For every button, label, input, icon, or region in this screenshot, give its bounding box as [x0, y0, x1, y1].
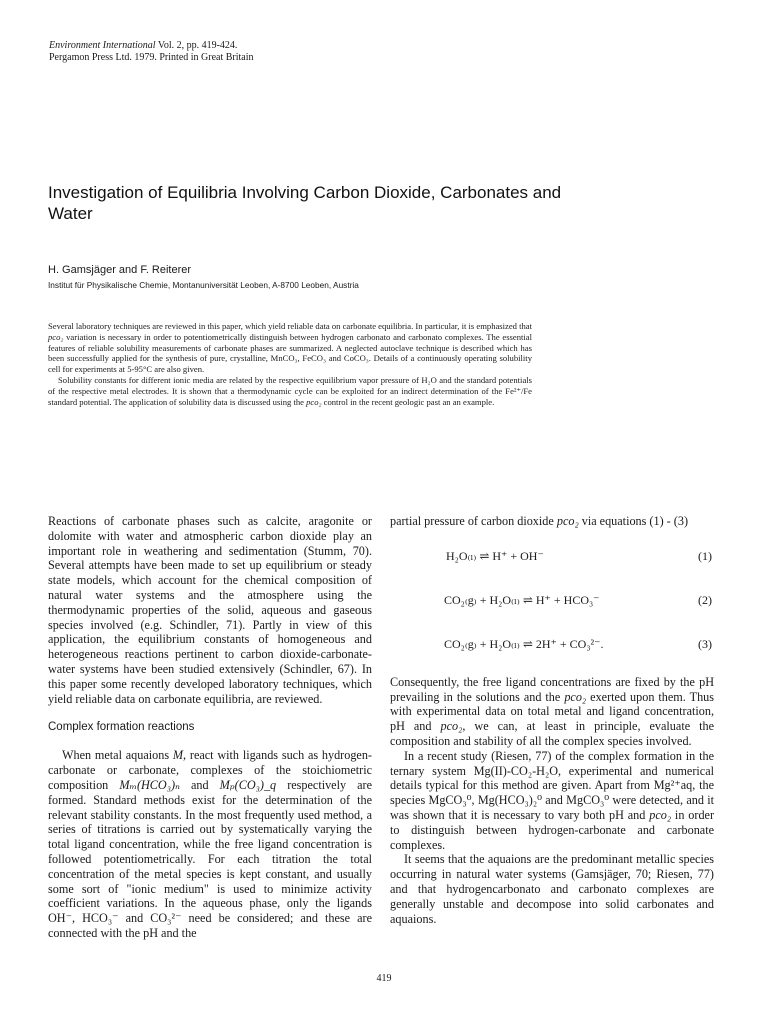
complex-formula: Mₚ(CO₃)_q: [219, 777, 277, 792]
left-column: [48, 514, 372, 941]
equation-text: CO₂₍g₎ + H₂O₍ₗ₎ ⇌ 2H⁺ + CO₃²⁻.: [444, 636, 604, 651]
equation: [390, 535, 714, 579]
journal-volume: Vol. 2, pp. 419-424.: [155, 40, 238, 51]
equation-block: [390, 535, 714, 667]
metal-symbol: M,: [172, 748, 187, 763]
abstract: [48, 321, 532, 407]
complex-formula: Mₘ(HCO₃)ₙ: [119, 777, 180, 792]
pco2-symbol: pco₂: [564, 689, 587, 704]
pco2-symbol: pco₂: [306, 396, 322, 407]
body-paragraph: In a recent study (Riesen, 77) of the complex formation in the ternary system Mg(II)-CO₂-H₂O, experimental and numerical details typical for this method are given. Apart from Mg²⁺aq, the species MgCO₃⁰, Mg(HCO₃)₂⁰ and MgCO₃⁰ were detected, and it was shown that it is necessary to vary both pH and pco₂ in order to distinguish between hydrogen-carbonate and carbonate complexes.: [390, 748, 714, 852]
pco2-symbol: pco₂: [649, 807, 672, 822]
article-title: Investigation of Equilibria Involving Carbon Dioxide, Carbonates and Water: [48, 183, 562, 223]
body-paragraph: When metal aquaions M, react with ligands such as hydrogen-carbonate or carbonate, complexes of the stoichiometric composition Mₘ(HCO₃)ₙ and Mₚ(CO₃)_q respectively are formed. Standard methods exist for the determination of the relevant stability constants. In the most frequently used method, a series of titrations is carried out by systematically varying the total ligand concentration, while the free ligand concentration is followed potentiometrically. For each titration the total concentration of the metal species is kept constant, and usually some sort of "ionic medium" is used to minimize activity coefficient variations. In the aqueous phase, only the ligands OH⁻, HCO₃⁻ and CO₃²⁻ need be considered; and these are connected with the pH and the: [48, 748, 372, 940]
equation-text: CO₂₍g₎ + H₂O₍ₗ₎ ⇌ H⁺ + HCO₃⁻: [444, 592, 600, 607]
publisher-line: Pergamon Press Ltd. 1979. Printed in Great Britain: [49, 52, 254, 63]
equation: [390, 579, 714, 623]
pco2-symbol: pco₂: [48, 331, 64, 342]
abstract-paragraph: Several laboratory techniques are reviewed in this paper, which yield reliable data on carbonate equilibria. In particular, it is emphasized that pco₂ variation is necessary in order to potentiometrically distinguish between hydrogen carbonato and carbonato complexes. The essential features of reliable solubility measurements of carbonate phases are summarized. A neglected autoclave technique is described which has been successfully applied for the synthesis of pure, crystalline, MnCO₃, FeCO₃ and CoCO₃. Details of a continuously operating solubility cell for experiments at 5-95°C are also given.: [48, 321, 532, 375]
affiliation: Institut für Physikalische Chemie, Montanuniversität Leoben, A-8700 Leoben, Austria: [48, 280, 359, 290]
section-heading: Complex formation reactions: [48, 721, 195, 734]
abstract-paragraph: Solubility constants for different ionic media are related by the respective equilibrium vapor pressure of H₂O and the standard potentials of the respective metal electrodes. It is shown that a thermodynamic cycle can be exploited for an indirect determination of the Fe²⁺/Fe standard potential. The application of solubility data is discussed using the pco₂ control in the recent geologic past an an example.: [48, 374, 532, 407]
journal-citation-line: [49, 40, 254, 52]
page-number: 419: [376, 973, 392, 984]
journal-header: [49, 40, 254, 64]
equation-number: (3): [698, 636, 712, 651]
body-paragraph: partial pressure of carbon dioxide pco₂ via equations (1) - (3): [390, 514, 689, 528]
equation-number: (1): [698, 548, 712, 563]
equation: [390, 623, 714, 667]
authors: H. Gamsjäger and F. Reiterer: [48, 264, 192, 276]
journal-name: Environment International: [49, 40, 156, 51]
equation-text: H₂O₍ₗ₎ ⇌ H⁺ + OH⁻: [446, 548, 544, 563]
pco2-symbol: pco₂: [556, 514, 579, 528]
intro-paragraph: Reactions of carbonate phases such as calcite, aragonite or dolomite with water and atmospheric carbon dioxide play an important role in weathering and sedimentation (Stumm, 70). Several attempts have been made to set up equilibrium or steady state models, which account for the chemical composition of natural water systems and the atmosphere using the thermodynamic properties of the solid, aqueous and gaseous species involved (e.g. Schindler, 71). Partly in view of this application, the equilibrium constants of homogeneous and heterogeneous reactions pertinent to carbon dioxide-carbonate-water systems have been studied extensively (Schindler, 67). In this paper some recently developed laboratory techniques, which yield reliable data on carbonate equilibria, are reviewed.: [48, 514, 372, 706]
equation-number: (2): [698, 592, 712, 607]
body-paragraph: It seems that the aquaions are the predominant metallic species occurring in natural water systems (Gamsjäger, 70; Riesen, 77) and that hydrogencarbonato and carbonato complexes are generally unstable and decompose into solid carbonates and aquaions.: [390, 852, 714, 926]
pco2-symbol: pco₂,: [440, 719, 466, 734]
right-column: [390, 514, 714, 926]
body-paragraph: Consequently, the free ligand concentrations are fixed by the pH prevailing in the solutions and the pco₂ exerted upon them. Thus with experimental data on total metal and ligand concentration, pH and pco₂, we can, at least in principle, evaluate the composition and stability of all the complex species involved.: [390, 674, 714, 748]
